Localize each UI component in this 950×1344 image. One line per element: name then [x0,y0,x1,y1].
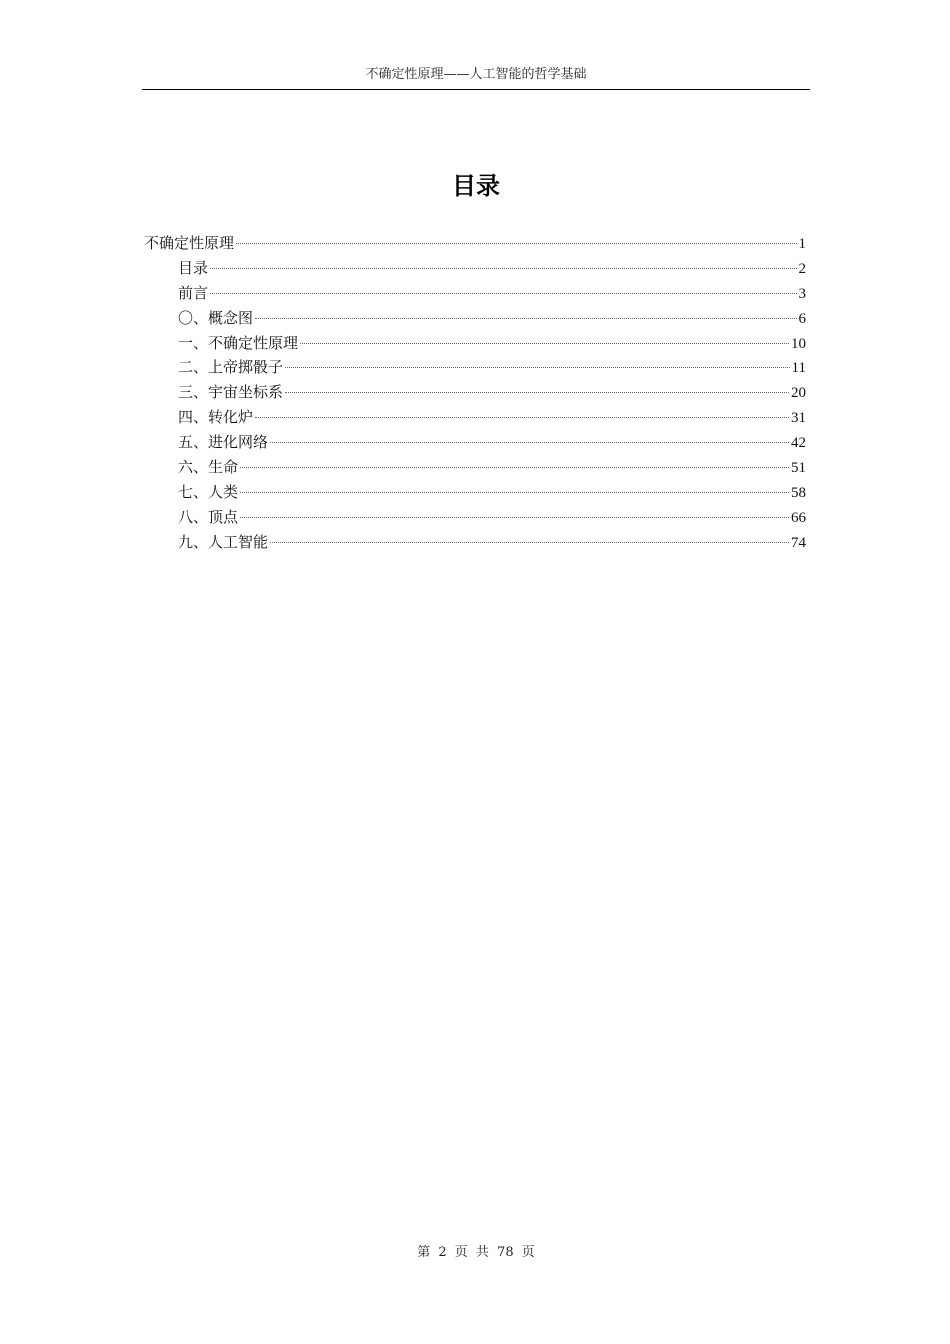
toc-entry-page-number: 51 [791,460,806,477]
toc-dot-leader [255,318,796,319]
toc-entry[interactable] [144,306,806,331]
toc-dot-leader [236,243,796,244]
toc-dot-leader [285,392,789,393]
toc-entry-page-number: 1 [798,236,806,252]
toc-entry-page-number: 42 [791,435,806,452]
toc-entry[interactable] [144,281,806,306]
toc-entry-page-number: 11 [791,360,806,377]
running-header: 不确定性原理——人工智能的哲学基础 [365,67,587,82]
toc-entry-label: 不确定性原理 [144,234,235,252]
toc-entry[interactable] [144,530,806,555]
toc-entry-page-number: 3 [798,285,806,302]
toc-entry-label: 六、生命 [178,458,239,477]
toc-entry[interactable] [144,505,806,530]
toc-entry[interactable] [144,455,806,480]
toc-entry[interactable] [144,355,806,380]
toc-entry[interactable] [144,331,806,356]
toc-entry-page-number: 2 [798,260,806,277]
toc-entry[interactable] [144,480,806,505]
toc-dot-leader [270,442,789,443]
toc-entry[interactable] [144,430,806,455]
toc-entry-label: 前言 [178,283,209,302]
toc-entry-label: 〇、概念图 [178,308,254,327]
toc-entry-label: 八、顶点 [178,507,239,526]
toc-entry-label: 二、上帝掷骰子 [178,358,284,377]
toc-entry-label: 一、不确定性原理 [178,333,299,352]
page-footer: 第 2 页 共 78 页 [417,1245,535,1260]
toc-dot-leader [210,293,796,294]
toc-dot-leader [240,517,789,518]
toc-entry-label: 三、宇宙坐标系 [178,383,284,402]
toc-dot-leader [255,417,789,418]
toc-entry-label: 七、人类 [178,482,239,501]
toc-dot-leader [300,343,789,344]
toc-entry-label: 五、进化网络 [178,433,269,452]
toc-dot-leader [210,268,796,269]
toc-entry-page-number: 31 [791,410,806,427]
toc-entry-page-number: 66 [791,509,806,526]
table-of-contents [144,231,806,555]
toc-entry-page-number: 10 [791,335,806,352]
toc-entry-page-number: 74 [791,534,806,551]
toc-entry-label: 目录 [178,258,209,277]
toc-title: 目录 [452,172,500,200]
header-rule [142,89,810,90]
toc-entry-page-number: 20 [791,385,806,402]
toc-entry-page-number: 58 [791,484,806,501]
toc-entry[interactable] [144,380,806,405]
toc-dot-leader [240,492,789,493]
toc-entry-label: 九、人工智能 [178,532,269,551]
toc-dot-leader [285,367,790,368]
toc-entry-page-number: 6 [798,310,806,327]
toc-entry[interactable] [144,405,806,430]
toc-entry[interactable] [144,231,806,256]
toc-dot-leader [270,542,789,543]
toc-dot-leader [240,467,789,468]
toc-entry[interactable] [144,256,806,281]
toc-entry-label: 四、转化炉 [178,408,254,427]
